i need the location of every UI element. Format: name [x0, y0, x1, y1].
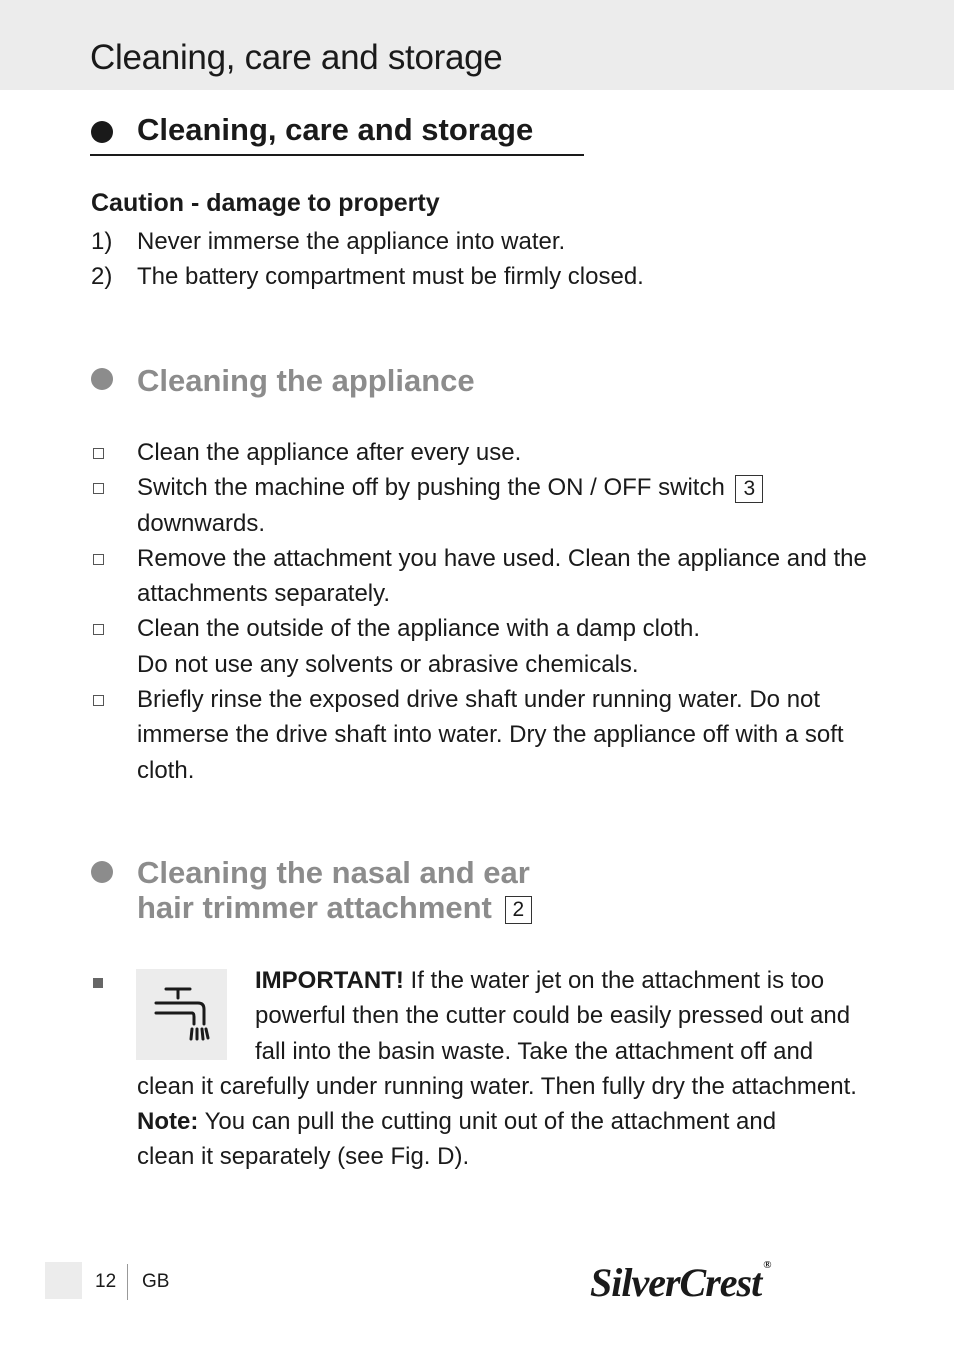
important-notice: [137, 963, 877, 1175]
section-bullet: [91, 368, 113, 390]
page-header-band: [0, 0, 954, 90]
list-item: [137, 541, 877, 612]
notice-line: [137, 963, 877, 998]
checkbox-bullet-icon: [93, 448, 104, 459]
notice-text: If the water jet on the attachment is too: [410, 967, 825, 994]
square-bullet-icon: [93, 978, 103, 988]
page-number: 12: [95, 1271, 117, 1292]
heading-line: [137, 890, 532, 925]
heading-line-text: hair trimmer attachment: [137, 890, 492, 925]
section-heading-cleaning-appliance: Cleaning the appliance: [137, 363, 475, 398]
checkbox-bullet-icon: [93, 554, 104, 565]
checkbox-bullet-icon: [93, 695, 104, 706]
caution-heading: Caution - damage to property: [91, 189, 440, 217]
note-label: Note:: [137, 1108, 199, 1136]
footer-marker: [45, 1262, 82, 1299]
notice-line: clean it carefully under running water. Then fully dry the attachment.: [137, 1072, 857, 1100]
list-item-text: Remove the attachment you have used. Clean the appliance and the attachments separately.: [137, 544, 867, 608]
list-item-text: Clean the appliance after every use.: [137, 439, 522, 466]
heading-underline: [90, 154, 584, 156]
caution-item-number: 1): [91, 228, 113, 255]
checkbox-bullet-icon: [93, 483, 104, 494]
brand-word: Crest: [679, 1260, 762, 1305]
reference-number-box: 2: [505, 896, 533, 924]
brand-logo: [590, 1259, 770, 1306]
caution-item-text: The battery compartment must be firmly closed.: [137, 263, 644, 290]
list-item-text: Briefly rinse the exposed drive shaft under running water. Do not immerse the drive shaft into water. Dry the appliance off with a soft cloth.: [137, 686, 844, 784]
list-item: [137, 470, 877, 541]
notice-line: fall into the basin waste. Take the attachment off and: [255, 1037, 814, 1065]
list-item: [137, 682, 877, 788]
list-item-text: downwards.: [137, 509, 266, 537]
section-heading-main: Cleaning, care and storage: [137, 112, 534, 147]
registered-mark: ®: [763, 1259, 771, 1271]
list-item-text: Clean the outside of the appliance with a damp cloth.: [137, 615, 701, 643]
section-heading-nasal-trimmer: [137, 855, 532, 925]
list-item-text: Do not use any solvents or abrasive chemicals.: [137, 650, 639, 678]
list-item-text: Switch the machine off by pushing the ON / OFF switch: [137, 474, 725, 502]
page-header-title: Cleaning, care and storage: [90, 38, 503, 77]
list-item: [137, 611, 877, 682]
list-item: [137, 435, 877, 470]
caution-item-number: 2): [91, 263, 113, 290]
section-bullet: [91, 861, 113, 883]
section-bullet: [91, 121, 113, 143]
language-code: GB: [142, 1271, 170, 1292]
checkbox-bullet-icon: [93, 624, 104, 635]
cleaning-steps-list: [137, 435, 877, 788]
caution-item-text: Never immerse the appliance into water.: [137, 228, 566, 255]
notice-line: powerful then the cutter could be easily pressed out and: [255, 1002, 851, 1030]
notice-line: [137, 1104, 877, 1139]
brand-word: Silver: [590, 1260, 680, 1305]
footer-divider: [127, 1264, 128, 1300]
important-label: IMPORTANT!: [255, 967, 404, 994]
reference-number-box: 3: [735, 475, 763, 503]
heading-line: Cleaning the nasal and ear: [137, 855, 530, 890]
notice-line: clean it separately (see Fig. D).: [137, 1143, 470, 1171]
notice-text: You can pull the cutting unit out of the attachment and: [204, 1108, 777, 1136]
